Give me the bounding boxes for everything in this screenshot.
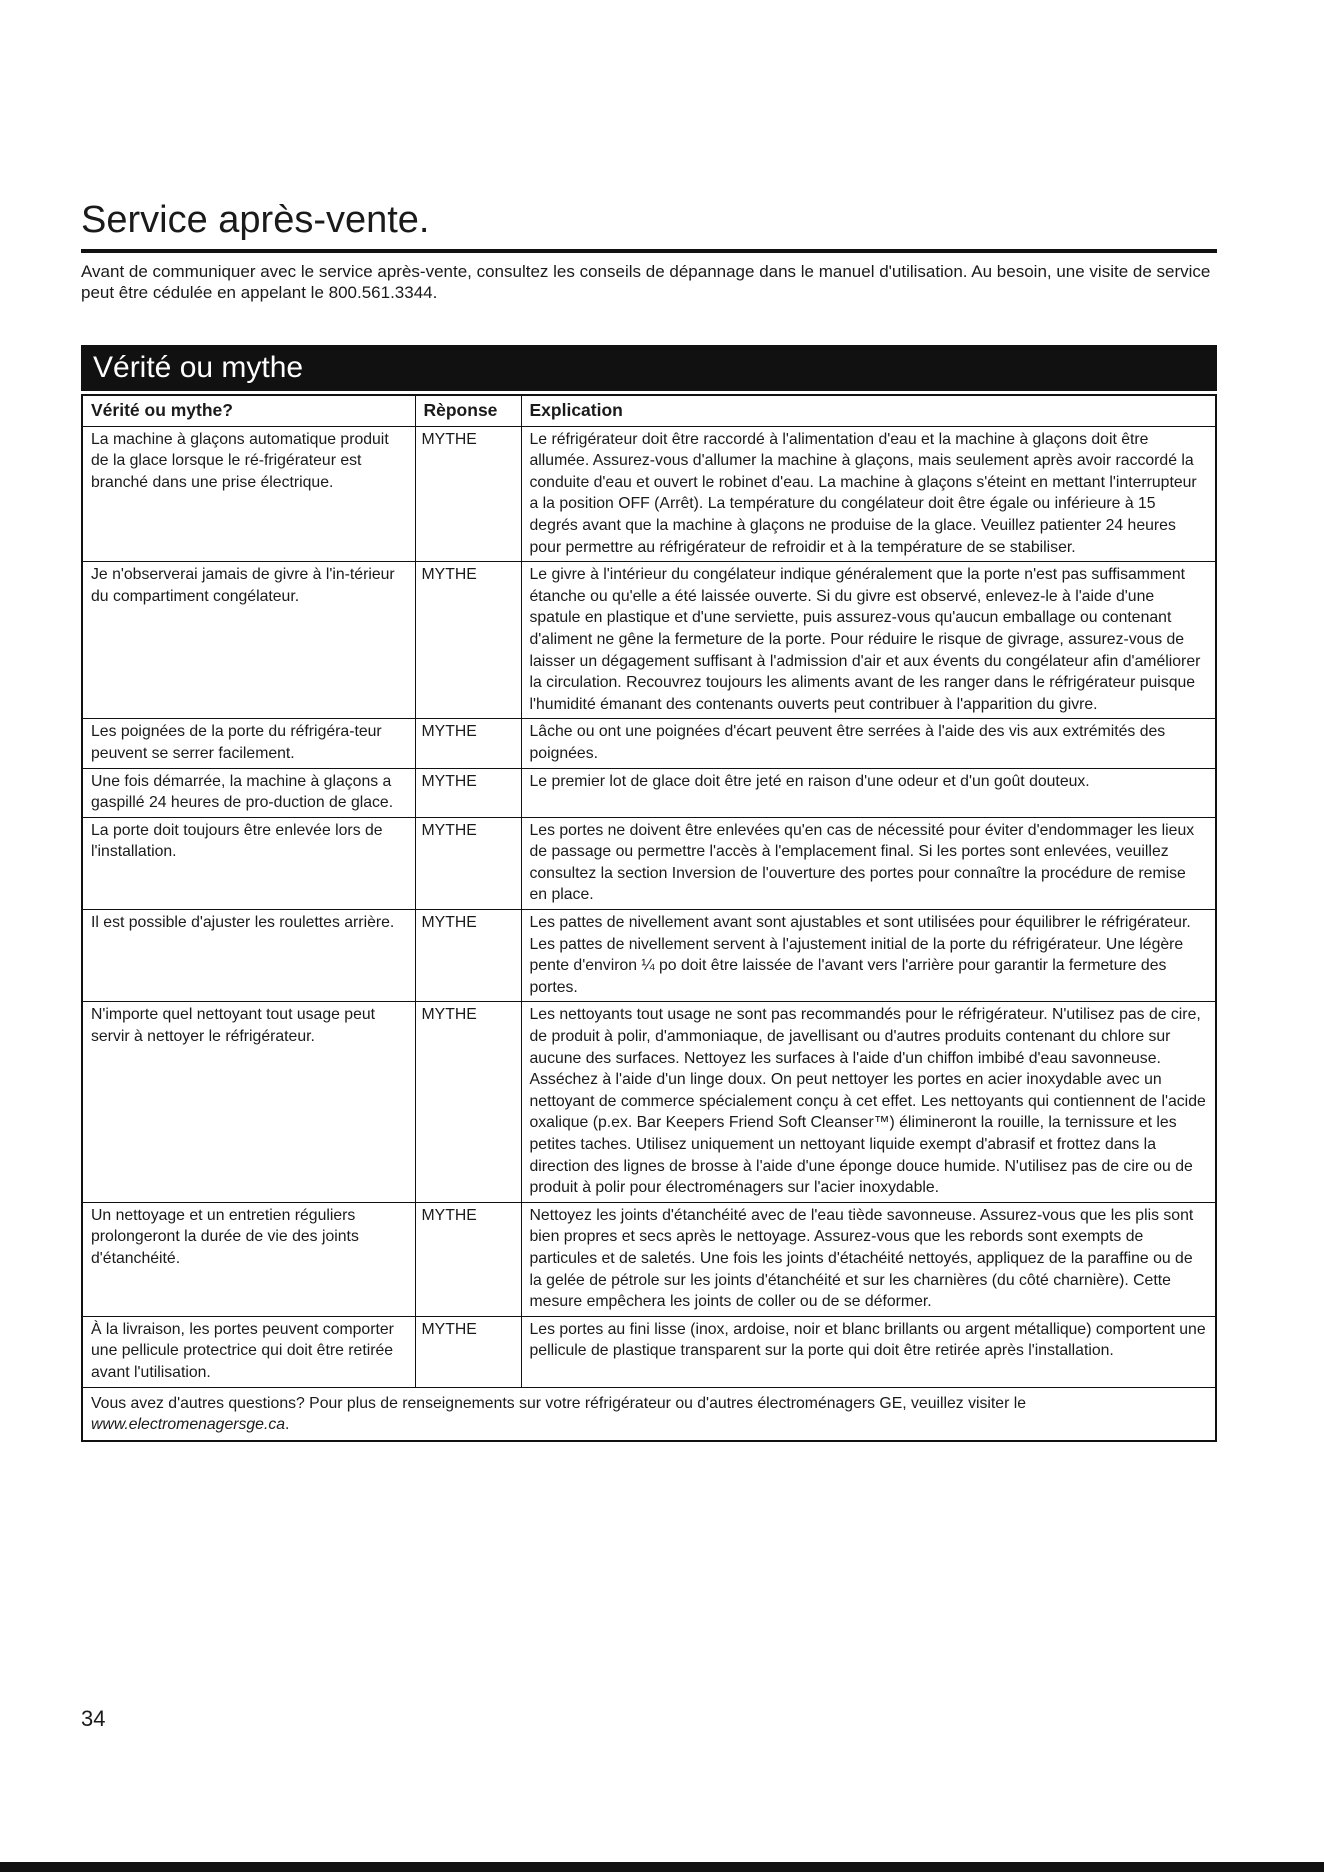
explanation-cell: Les portes ne doivent être enlevées qu'en cas de nécessité pour éviter d'endommager les lieux de passage ou permettre l'accès à l'emplacement final. Si les portes sont enlevées, veuillez consultez la section Inversion de l'ouverture des portes pour connaître la procédure de remise en place. (521, 817, 1216, 909)
answer-cell: MYTHE (415, 1316, 521, 1387)
section-banner: Vérité ou mythe (81, 345, 1217, 391)
page-number: 34 (81, 1706, 106, 1731)
table-row (82, 817, 1216, 909)
explanation-cell: Le givre à l'intérieur du congélateur indique généralement que la porte n'est pas suffisamment étanche ou qu'elle a été laissée ouverte. Si du givre est observé, enlevez-le à l'aide d'une spatule en plastique et d'une serviette, puis assurez-vous qu'aucun emballage ou contenant d'aliment ne gêne la fermeture de la porte. Pour réduire le risque de givrage, assurez-vous de laisser un dégagement suffisant à l'admission d'air et aux évents du congélateur afin d'améliorer la circulation. Recouvrez toujours les aliments avant de les ranger dans le réfrigérateur puisque l'humidité émanant des contenants ouverts peut contribuer à l'apparition du givre. (521, 562, 1216, 719)
table-row (82, 1002, 1216, 1202)
explanation-cell: Les portes au fini lisse (inox, ardoise, noir et blanc brillants ou argent métallique) comportent une pellicule de plastique transparent sur la porte qui doit être retirée après l'installation. (521, 1316, 1216, 1387)
bottom-edge-bar (0, 1862, 1324, 1872)
statement-cell: Je n'observerai jamais de givre à l'in-térieur du compartiment congélateur. (82, 562, 415, 719)
footer-cell (82, 1387, 1216, 1441)
table-row (82, 719, 1216, 768)
column-header-explanation: Explication (521, 395, 1216, 426)
explanation-cell: Lâche ou ont une poignées d'écart peuvent être serrées à l'aide des vis aux extrémités des poignées. (521, 719, 1216, 768)
page-title: Service après-vente. (81, 195, 1217, 253)
table-row (82, 1316, 1216, 1387)
statement-cell: À la livraison, les portes peuvent comporter une pellicule protectrice qui doit être retirée avant l'utilisation. (82, 1316, 415, 1387)
answer-cell: MYTHE (415, 768, 521, 817)
footer-text: Vous avez d'autres questions? Pour plus de renseignements sur votre réfrigérateur ou d'autres électroménagers GE, veuillez visiter le (91, 1394, 1027, 1412)
answer-cell: MYTHE (415, 426, 521, 562)
table-footer-row (82, 1387, 1216, 1441)
answer-cell: MYTHE (415, 910, 521, 1002)
statement-cell: La machine à glaçons automatique produit de la glace lorsque le ré-frigérateur est branché dans une prise électrique. (82, 426, 415, 562)
statement-cell: Il est possible d'ajuster les roulettes arrière. (82, 910, 415, 1002)
column-header-statement: Vérité ou mythe? (82, 395, 415, 426)
footer-end: . (285, 1416, 290, 1434)
website-link[interactable]: www.electromenagersge.ca (91, 1416, 286, 1434)
statement-cell: La porte doit toujours être enlevée lors de l'installation. (82, 817, 415, 909)
explanation-cell: Le premier lot de glace doit être jeté en raison d'une odeur et d'un goût douteux. (521, 768, 1216, 817)
document-page (81, 195, 1217, 1442)
explanation-cell: Nettoyez les joints d'étanchéité avec de l'eau tiède savonneuse. Assurez-vous que les plis sont bien propres et secs après le nettoyage. Assurez-vous que les rebords sont exempts de particules et de saletés. Une fois les joints d'étachéité nettoyés, appliquez de la paraffine ou de la gelée de pétrole sur les joints d'étanchéité et sur les charnières (du côté charnière). Cette mesure empêchera les joints de coller ou de se déformer. (521, 1202, 1216, 1316)
answer-cell: MYTHE (415, 719, 521, 768)
column-header-answer: Rèponse (415, 395, 521, 426)
statement-cell: Les poignées de la porte du réfrigéra-teur peuvent se serrer facilement. (82, 719, 415, 768)
explanation-cell: Les pattes de nivellement avant sont ajustables et sont utilisées pour équilibrer le réfrigérateur. Les pattes de nivellement servent à l'ajustement initial de la porte du réfrigérateur. Une légère pente d'environ ¼ po doit être laissée de l'avant vers l'arrière pour garantir la fermeture des portes. (521, 910, 1216, 1002)
table-header-row (82, 395, 1216, 426)
explanation-cell: Le réfrigérateur doit être raccordé à l'alimentation d'eau et la machine à glaçons doit être allumée. Assurez-vous d'allumer la machine à glaçons, mais seulement après avoir raccordé la conduite d'eau et ouvert le robinet d'eau. La machine à glaçons s'éteint en mettant l'interrupteur a la position OFF (Arrêt). La température du congélateur doit être égale ou inférieure à 15 degrés avant que la machine à glaçons ne produise de la glace. Veuillez patienter 24 heures pour permettre au réfrigérateur de refroidir et à la température de se stabiliser. (521, 426, 1216, 562)
statement-cell: Un nettoyage et un entretien réguliers prolongeront la durée de vie des joints d'étanchéité. (82, 1202, 415, 1316)
statement-cell: N'importe quel nettoyant tout usage peut servir à nettoyer le réfrigérateur. (82, 1002, 415, 1202)
table-row (82, 426, 1216, 562)
statement-cell: Une fois démarrée, la machine à glaçons a gaspillé 24 heures de pro-duction de glace. (82, 768, 415, 817)
intro-paragraph: Avant de communiquer avec le service après-vente, consultez les conseils de dépannage dans le manuel d'utilisation. Au besoin, une visite de service peut être cédulée en appelant le 800.561.3344. (81, 262, 1211, 302)
answer-cell: MYTHE (415, 1002, 521, 1202)
table-row (82, 768, 1216, 817)
answer-cell: MYTHE (415, 1202, 521, 1316)
table-row (82, 562, 1216, 719)
table-row (82, 1202, 1216, 1316)
answer-cell: MYTHE (415, 562, 521, 719)
table-row (82, 910, 1216, 1002)
answer-cell: MYTHE (415, 817, 521, 909)
explanation-cell: Les nettoyants tout usage ne sont pas recommandés pour le réfrigérateur. N'utilisez pas de cire, de produit à polir, d'ammoniaque, de javellisant ou d'autres produits contenant du chlore sur aucune des surfaces. Nettoyez les surfaces à l'aide d'un chiffon imbibé d'eau savonneuse. Asséchez à l'aide d'un linge doux. On peut nettoyer les portes en acier inoxydable avec un nettoyant de commerce spécialement conçu à cet effet. Les nettoyants qui contiennent de l'acide oxalique (p.ex. Bar Keepers Friend Soft Cleanser™) élimineront la rouille, la ternissure et les petites taches. Utilisez uniquement un nettoyant liquide exempt d'abrasif et frottez dans la direction des lignes de brosse à l'aide d'une éponge douce humide. N'utilisez pas de cire ou de produit à polir pour électroménagers sur l'acier inoxydable. (521, 1002, 1216, 1202)
truth-or-myth-table (81, 394, 1217, 1442)
